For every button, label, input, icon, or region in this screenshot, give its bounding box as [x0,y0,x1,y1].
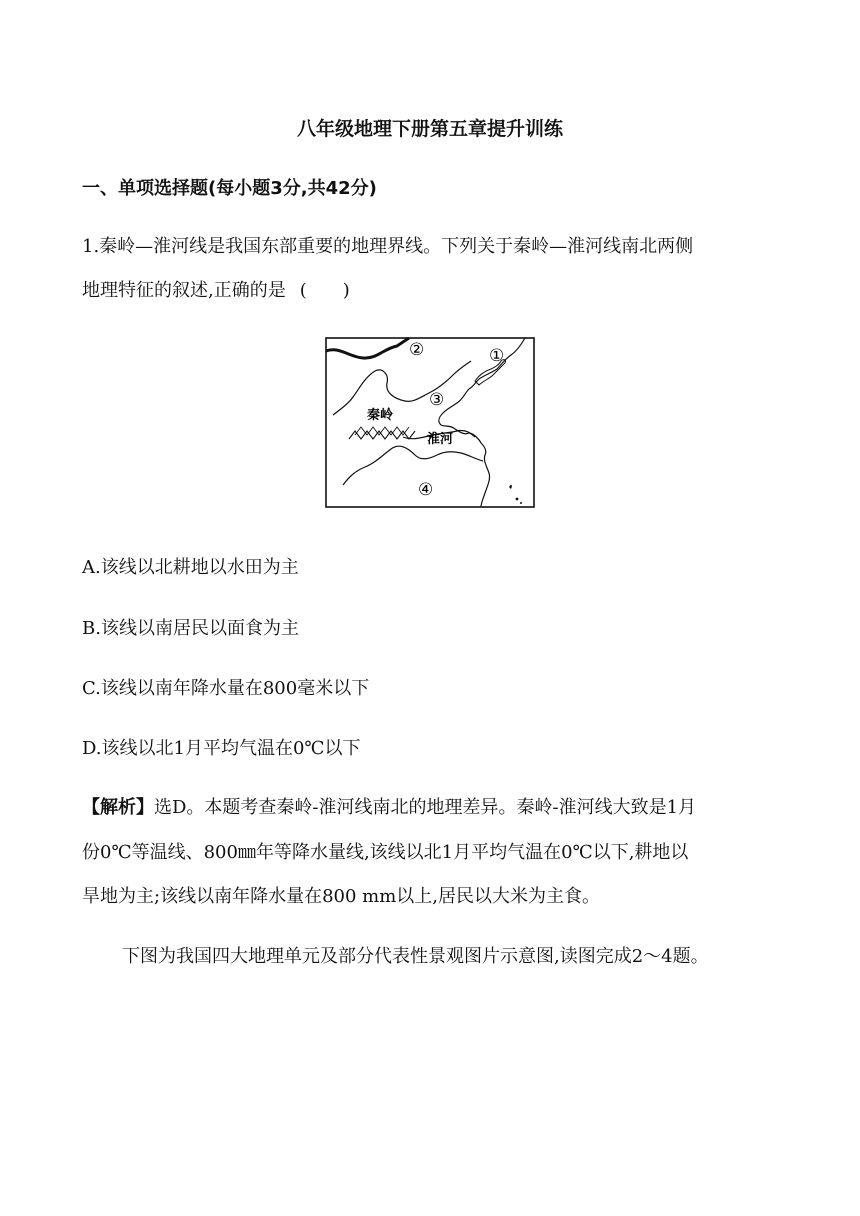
qinling-huaihe-map [325,337,535,508]
marker-3: ③ [429,390,445,410]
question-1-stem-line2 [82,276,350,302]
option-d: D.该线以北1月平均气温在0℃以下 [82,738,361,759]
question-1-stem-text: 地理特征的叙述,正确的是 [82,280,286,301]
analysis-tag: 【解析】 [82,797,154,818]
label-huaihe: 淮河 [427,432,454,447]
document-title: 八年级地理下册第五章提升训练 [296,118,563,140]
marker-2: ② [409,340,425,360]
label-qinling: 秦岭 [367,408,394,423]
option-a: A.该线以北耕地以水田为主 [82,557,299,578]
analysis-text-1: 选D。本题考查秦岭-淮河线南北的地理差异。秦岭-淮河线大致是1月 [154,797,697,818]
marker-1: ① [489,346,505,366]
question-1-stem-line1: 1.秦岭—淮河线是我国东部重要的地理界线。下列关于秦岭—淮河线南北两侧 [82,236,694,257]
option-b: B.该线以南居民以面食为主 [82,618,299,639]
questions-2-4-intro: 下图为我国四大地理单元及部分代表性景观图片示意图,读图完成2～4题。 [122,946,709,967]
section-heading: 一、单项选择题(每小题3分,共42分) [82,178,377,199]
analysis-line3: 旱地为主;该线以南年降水量在800 mm以上,居民以大米为主食。 [82,886,600,907]
answer-blank: ( ) [299,280,350,301]
marker-4: ④ [418,480,434,500]
analysis-line2: 份0℃等温线、800㎜年等降水量线,该线以北1月平均气温在0℃以下,耕地以 [82,842,689,863]
option-c: C.该线以南年降水量在800毫米以下 [82,678,370,699]
analysis-line1 [82,793,782,819]
island [516,498,519,501]
island [520,502,522,504]
